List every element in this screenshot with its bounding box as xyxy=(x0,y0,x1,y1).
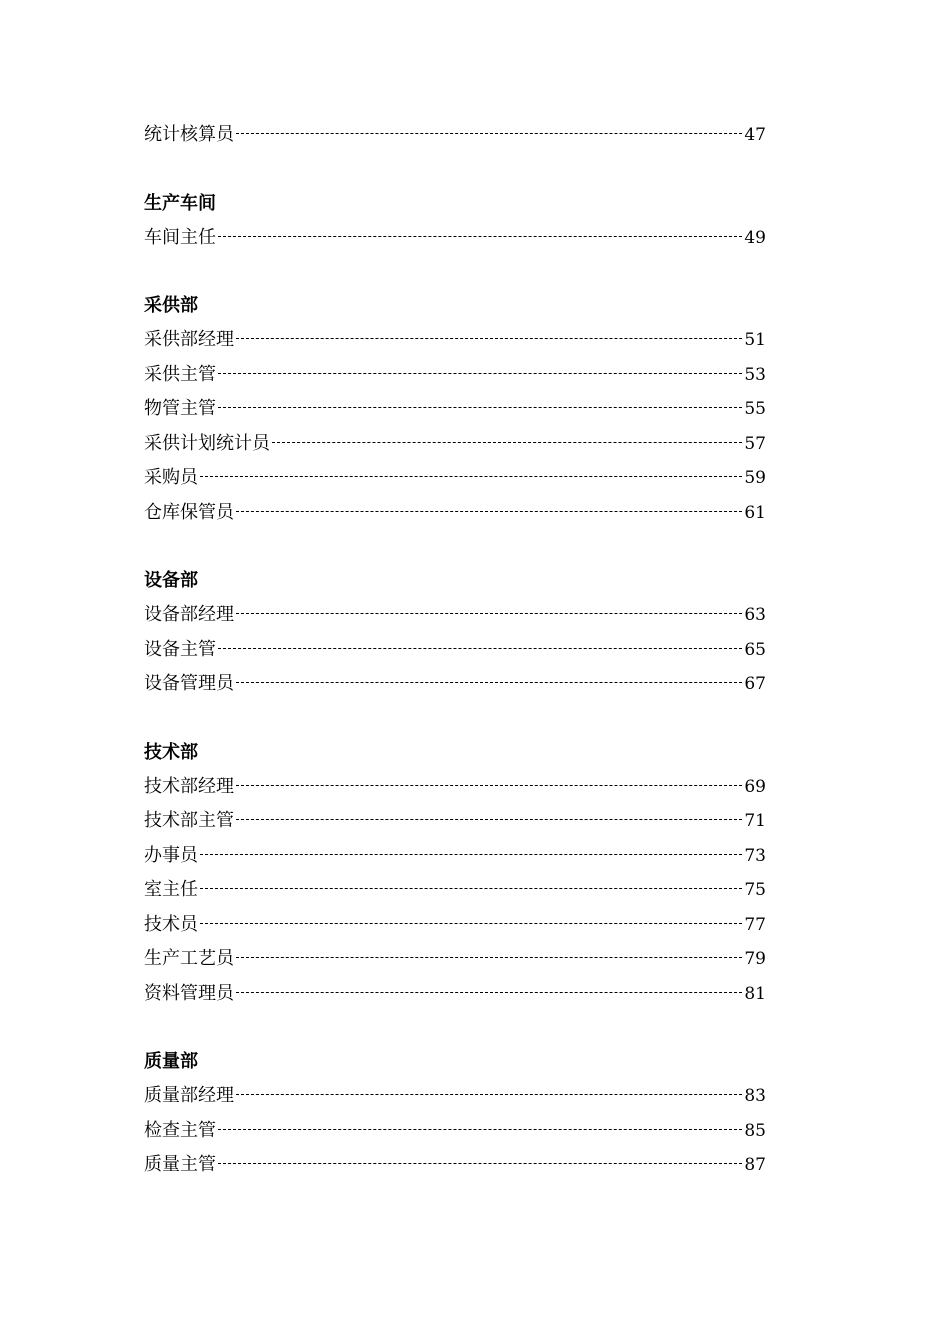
dotted-leader xyxy=(236,957,742,958)
toc-entry-label: 采供计划统计员 xyxy=(144,432,270,454)
dotted-leader xyxy=(218,407,742,408)
dotted-leader xyxy=(218,1129,742,1130)
toc-entry[interactable] xyxy=(144,427,766,462)
toc-entry-label: 设备主管 xyxy=(144,638,216,660)
dotted-leader xyxy=(236,613,742,614)
toc-entry-label: 质量主管 xyxy=(144,1154,216,1175)
dotted-leader xyxy=(200,888,742,889)
dotted-leader xyxy=(236,511,742,512)
toc-section xyxy=(144,1045,766,1183)
toc-entry[interactable] xyxy=(144,770,766,805)
toc-entry-page-number: 83 xyxy=(744,1086,766,1106)
toc-section xyxy=(144,118,766,153)
toc-entry-page-number: 79 xyxy=(744,949,766,969)
toc-section xyxy=(144,289,766,530)
section-heading: 质量部 xyxy=(144,1051,198,1072)
toc-entry-label: 采供部经理 xyxy=(144,329,234,350)
toc-entry-page-number: 53 xyxy=(744,364,766,385)
toc-section xyxy=(144,564,766,702)
toc-entry-label: 仓库保管员 xyxy=(144,501,234,523)
toc-entry-label: 车间主任 xyxy=(144,226,216,248)
toc-section xyxy=(144,187,766,256)
toc-entry-label: 办事员 xyxy=(144,844,198,866)
toc-entry[interactable] xyxy=(144,633,766,668)
dotted-leader xyxy=(236,819,742,820)
toc-entry-page-number: 77 xyxy=(744,914,766,935)
toc-entry-page-number: 81 xyxy=(744,983,766,1004)
toc-entry-page-number: 73 xyxy=(744,845,766,866)
toc-entry[interactable] xyxy=(144,598,766,633)
dotted-leader xyxy=(236,785,742,786)
toc-entry-label: 检查主管 xyxy=(144,1119,216,1141)
toc-entry-page-number: 47 xyxy=(744,125,766,145)
toc-entry-page-number: 69 xyxy=(744,776,766,797)
dotted-leader xyxy=(200,923,742,924)
toc-section xyxy=(144,736,766,1012)
toc-entry-page-number: 67 xyxy=(744,674,766,694)
toc-entry-page-number: 85 xyxy=(744,1120,766,1141)
dotted-leader xyxy=(218,373,742,374)
section-heading: 采供部 xyxy=(144,295,198,316)
toc-entry[interactable] xyxy=(144,221,766,256)
toc-entry-page-number: 75 xyxy=(744,880,766,900)
toc-entry-page-number: 49 xyxy=(744,227,766,248)
dotted-leader xyxy=(236,992,742,993)
toc-entry-label: 设备部经理 xyxy=(144,604,234,625)
dotted-leader xyxy=(218,1163,742,1164)
toc-entry-label: 物管主管 xyxy=(144,398,216,419)
toc-entry-page-number: 87 xyxy=(744,1155,766,1175)
dotted-leader xyxy=(272,442,742,443)
toc-entry-label: 设备管理员 xyxy=(144,673,234,694)
dotted-leader xyxy=(218,236,742,237)
section-heading: 设备部 xyxy=(144,570,198,591)
toc-entry[interactable] xyxy=(144,496,766,531)
dotted-leader xyxy=(218,648,742,649)
toc-entry[interactable] xyxy=(144,804,766,839)
dotted-leader xyxy=(236,338,742,339)
toc-entry[interactable] xyxy=(144,1079,766,1114)
toc-entry-page-number: 63 xyxy=(744,605,766,625)
toc-entry-label: 采供主管 xyxy=(144,363,216,385)
toc-entry-label: 生产工艺员 xyxy=(144,948,234,969)
toc-entry[interactable] xyxy=(144,323,766,358)
toc-entry-page-number: 55 xyxy=(744,399,766,419)
toc-entry-label: 室主任 xyxy=(144,879,198,900)
toc-entry-label: 技术员 xyxy=(144,913,198,935)
toc-entry[interactable] xyxy=(144,667,766,702)
toc-entry[interactable] xyxy=(144,839,766,874)
dotted-leader xyxy=(200,854,742,855)
toc-entry-label: 技术部经理 xyxy=(144,775,234,797)
toc-entry-label: 技术部主管 xyxy=(144,810,234,831)
toc-entry[interactable] xyxy=(144,908,766,943)
toc-entry-page-number: 61 xyxy=(744,502,766,523)
toc-entry-page-number: 59 xyxy=(744,468,766,488)
toc-entry[interactable] xyxy=(144,461,766,496)
toc-entry[interactable] xyxy=(144,392,766,427)
toc-entry-label: 质量部经理 xyxy=(144,1085,234,1106)
toc-entry-label: 统计核算员 xyxy=(144,124,234,145)
toc-entry[interactable] xyxy=(144,873,766,908)
toc-entry[interactable] xyxy=(144,1114,766,1149)
toc-entry[interactable] xyxy=(144,118,766,153)
dotted-leader xyxy=(236,1094,742,1095)
toc-entry-page-number: 57 xyxy=(744,433,766,454)
section-heading: 技术部 xyxy=(144,741,198,763)
table-of-contents xyxy=(144,118,766,1183)
dotted-leader xyxy=(200,476,742,477)
toc-entry[interactable] xyxy=(144,358,766,393)
section-heading: 生产车间 xyxy=(144,192,216,214)
toc-entry-page-number: 65 xyxy=(744,639,766,660)
toc-entry-label: 采购员 xyxy=(144,467,198,488)
toc-entry-page-number: 51 xyxy=(744,330,766,350)
toc-entry[interactable] xyxy=(144,977,766,1012)
toc-entry-label: 资料管理员 xyxy=(144,982,234,1004)
toc-entry[interactable] xyxy=(144,1148,766,1183)
toc-entry-page-number: 71 xyxy=(744,811,766,831)
toc-entry[interactable] xyxy=(144,942,766,977)
dotted-leader xyxy=(236,133,742,134)
dotted-leader xyxy=(236,682,742,683)
